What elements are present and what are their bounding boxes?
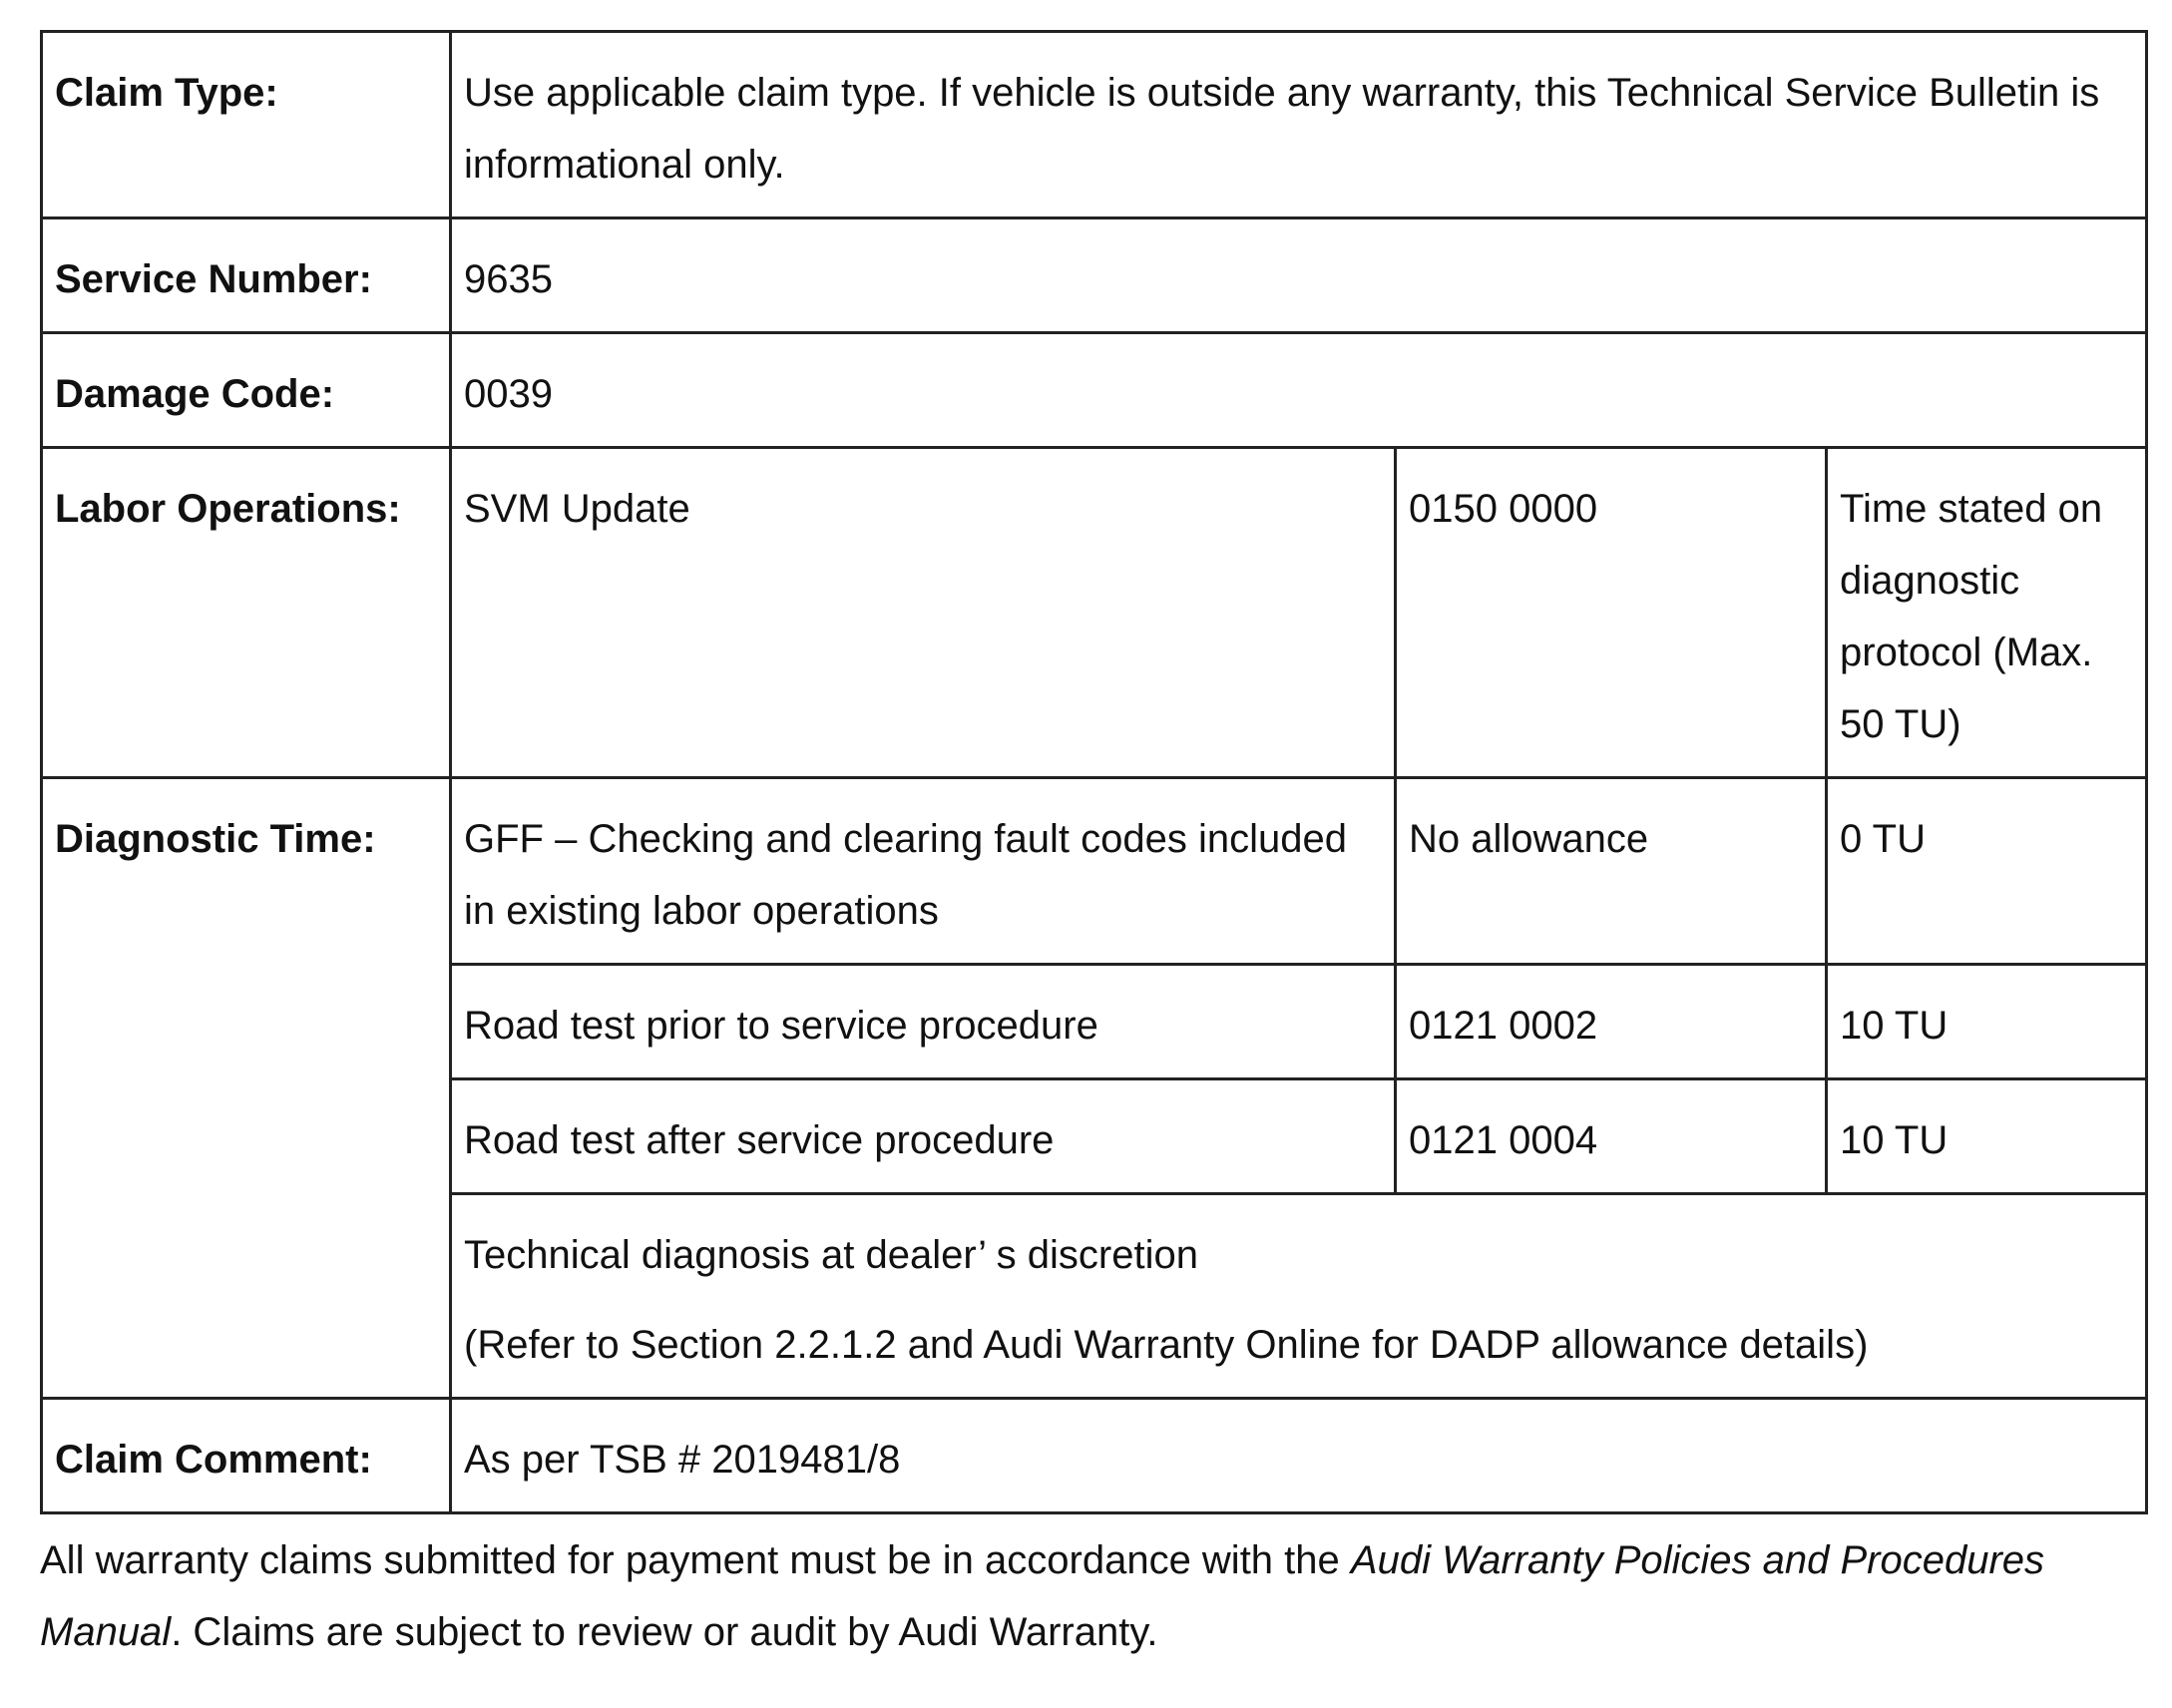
dadp-reference-text: (Refer to Section 2.2.1.2 and Audi Warranty Online for DADP allowance details) bbox=[464, 1323, 1869, 1367]
damage-code-value: 0039 bbox=[451, 333, 2147, 448]
diagnostic-code: No allowance bbox=[1396, 778, 1827, 965]
claim-comment-row bbox=[42, 1399, 2147, 1513]
labor-operations-row bbox=[42, 448, 2147, 778]
warranty-footer-note bbox=[40, 1524, 2145, 1668]
claim-comment-label: Claim Comment: bbox=[42, 1399, 451, 1513]
diagnostic-description: GFF – Checking and clearing fault codes included in existing labor operations bbox=[451, 778, 1396, 965]
labor-operation-description: SVM Update bbox=[451, 448, 1396, 778]
diagnostic-time-value: 10 TU bbox=[1827, 1079, 2147, 1194]
claim-comment-value: As per TSB # 2019481/8 bbox=[451, 1399, 2147, 1513]
diagnostic-code: 0121 0002 bbox=[1396, 965, 1827, 1079]
technical-diagnosis-cell bbox=[451, 1194, 2147, 1399]
diagnostic-time-value: 0 TU bbox=[1827, 778, 2147, 965]
diagnostic-time-value: 10 TU bbox=[1827, 965, 2147, 1079]
warranty-document bbox=[40, 30, 2145, 1708]
footer-text-before: All warranty claims submitted for payment must be in accordance with the bbox=[40, 1538, 1351, 1582]
claim-type-row bbox=[42, 32, 2147, 218]
manual-title: Audi Warranty Policies and Procedures Manual bbox=[40, 1538, 2045, 1654]
diagnostic-description: Road test after service procedure bbox=[451, 1079, 1396, 1194]
diagnostic-description: Road test prior to service procedure bbox=[451, 965, 1396, 1079]
technical-diagnosis-text: Technical diagnosis at dealer’ s discretion bbox=[464, 1233, 1198, 1277]
claim-type-label: Claim Type: bbox=[42, 32, 451, 218]
diagnostic-row bbox=[42, 778, 2147, 965]
warranty-claim-table bbox=[40, 30, 2148, 1514]
damage-code-label: Damage Code: bbox=[42, 333, 451, 448]
damage-code-row bbox=[42, 333, 2147, 448]
footer-text-after: . Claims are subject to review or audit by Audi Warranty. bbox=[171, 1610, 1158, 1654]
labor-operation-time: Time stated on diagnostic protocol (Max. 50 TU) bbox=[1827, 448, 2147, 778]
service-number-row bbox=[42, 218, 2147, 333]
diagnostic-time-label: Diagnostic Time: bbox=[42, 778, 451, 1399]
labor-operation-code: 0150 0000 bbox=[1396, 448, 1827, 778]
service-number-value: 9635 bbox=[451, 218, 2147, 333]
labor-operations-label: Labor Operations: bbox=[42, 448, 451, 778]
claim-type-value: Use applicable claim type. If vehicle is outside any warranty, this Technical Service Bulletin is informational only. bbox=[451, 32, 2147, 218]
diagnostic-code: 0121 0004 bbox=[1396, 1079, 1827, 1194]
service-number-label: Service Number: bbox=[42, 218, 451, 333]
